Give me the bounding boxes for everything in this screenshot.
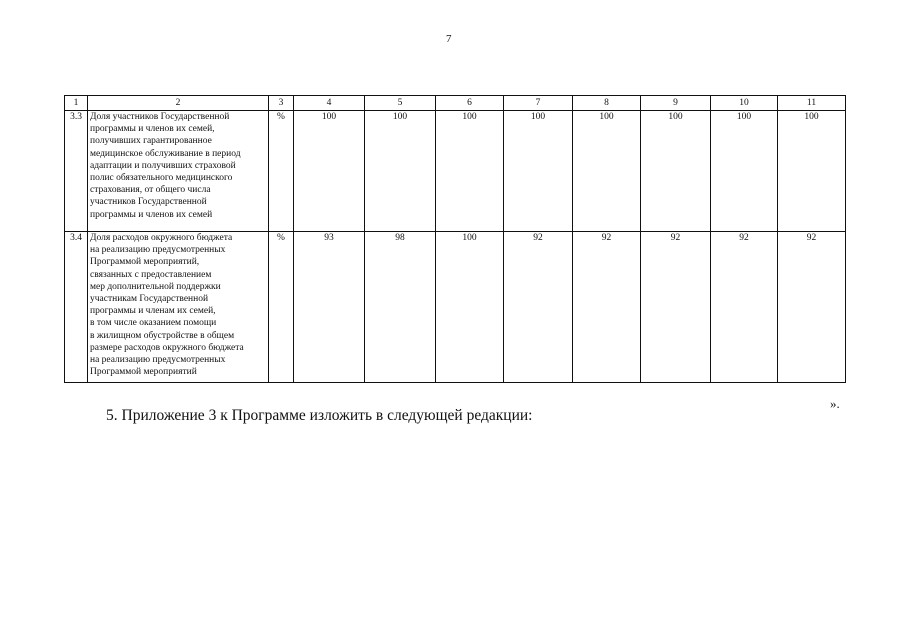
column-header: 10 — [711, 96, 778, 111]
column-header: 1 — [65, 96, 88, 111]
description-line: мер дополнительной поддержки — [90, 281, 221, 292]
row-value: 100 — [365, 111, 436, 232]
description-line: связанных с предоставлением — [90, 269, 212, 280]
column-header: 7 — [504, 96, 573, 111]
row-value: 100 — [294, 111, 365, 232]
description-line: страхования, от общего числа — [90, 185, 211, 196]
row-value: 100 — [436, 232, 504, 383]
column-header: 4 — [294, 96, 365, 111]
column-header: 3 — [269, 96, 294, 111]
description-line: Программой мероприятий, — [90, 257, 200, 268]
description-line: участникам Государственной — [90, 294, 209, 305]
column-header: 5 — [365, 96, 436, 111]
column-header: 9 — [641, 96, 711, 111]
row-value: 100 — [711, 111, 778, 232]
row-value: 93 — [294, 232, 365, 383]
row-description — [88, 111, 269, 232]
row-unit: % — [269, 232, 294, 383]
column-header: 8 — [573, 96, 641, 111]
row-value: 100 — [778, 111, 846, 232]
description-line: в жилищном обустройстве в общем — [90, 330, 235, 341]
row-value: 100 — [573, 111, 641, 232]
row-number: 3.3 — [65, 111, 88, 232]
row-value: 100 — [641, 111, 711, 232]
column-header: 11 — [778, 96, 846, 111]
description-line: получивших гарантированное — [90, 136, 212, 147]
row-value: 92 — [504, 232, 573, 383]
closing-quote-mark: ». — [830, 396, 840, 411]
row-value: 92 — [573, 232, 641, 383]
description-line: адаптации и получивших страховой — [90, 160, 236, 171]
description-line: Программой мероприятий — [90, 367, 197, 378]
description-line: медицинское обслуживание в период — [90, 148, 241, 159]
description-line: размере расходов окружного бюджета — [90, 342, 244, 353]
description-line: программы и членов их семей, — [90, 124, 215, 135]
row-value: 100 — [436, 111, 504, 232]
description-line: полис обязательного медицинского — [90, 173, 233, 184]
description-line: в том числе оказанием помощи — [90, 318, 217, 329]
row-value: 98 — [365, 232, 436, 383]
page-number: 7 — [446, 33, 452, 45]
table-row — [65, 232, 846, 383]
description-line: на реализацию предусмотренных — [90, 355, 226, 366]
instruction-paragraph: 5. Приложение 3 к Программе изложить в следующей редакции: — [106, 407, 533, 424]
row-value: 92 — [711, 232, 778, 383]
column-header: 6 — [436, 96, 504, 111]
description-line: участников Государственной — [90, 197, 207, 208]
description-line: на реализацию предусмотренных — [90, 245, 226, 256]
indicators-table — [64, 95, 846, 383]
description-line: Доля участников Государственной — [90, 112, 230, 122]
description-line: программы и членов их семей — [90, 209, 213, 220]
row-value: 100 — [504, 111, 573, 232]
row-value: 92 — [778, 232, 846, 383]
description-line: Доля расходов окружного бюджета — [90, 233, 233, 243]
row-number: 3.4 — [65, 232, 88, 383]
row-value: 92 — [641, 232, 711, 383]
row-description — [88, 232, 269, 383]
description-line: программы и членам их семей, — [90, 306, 216, 317]
column-header: 2 — [88, 96, 269, 111]
table-header-row — [65, 96, 846, 111]
table-row — [65, 111, 846, 232]
row-unit: % — [269, 111, 294, 232]
